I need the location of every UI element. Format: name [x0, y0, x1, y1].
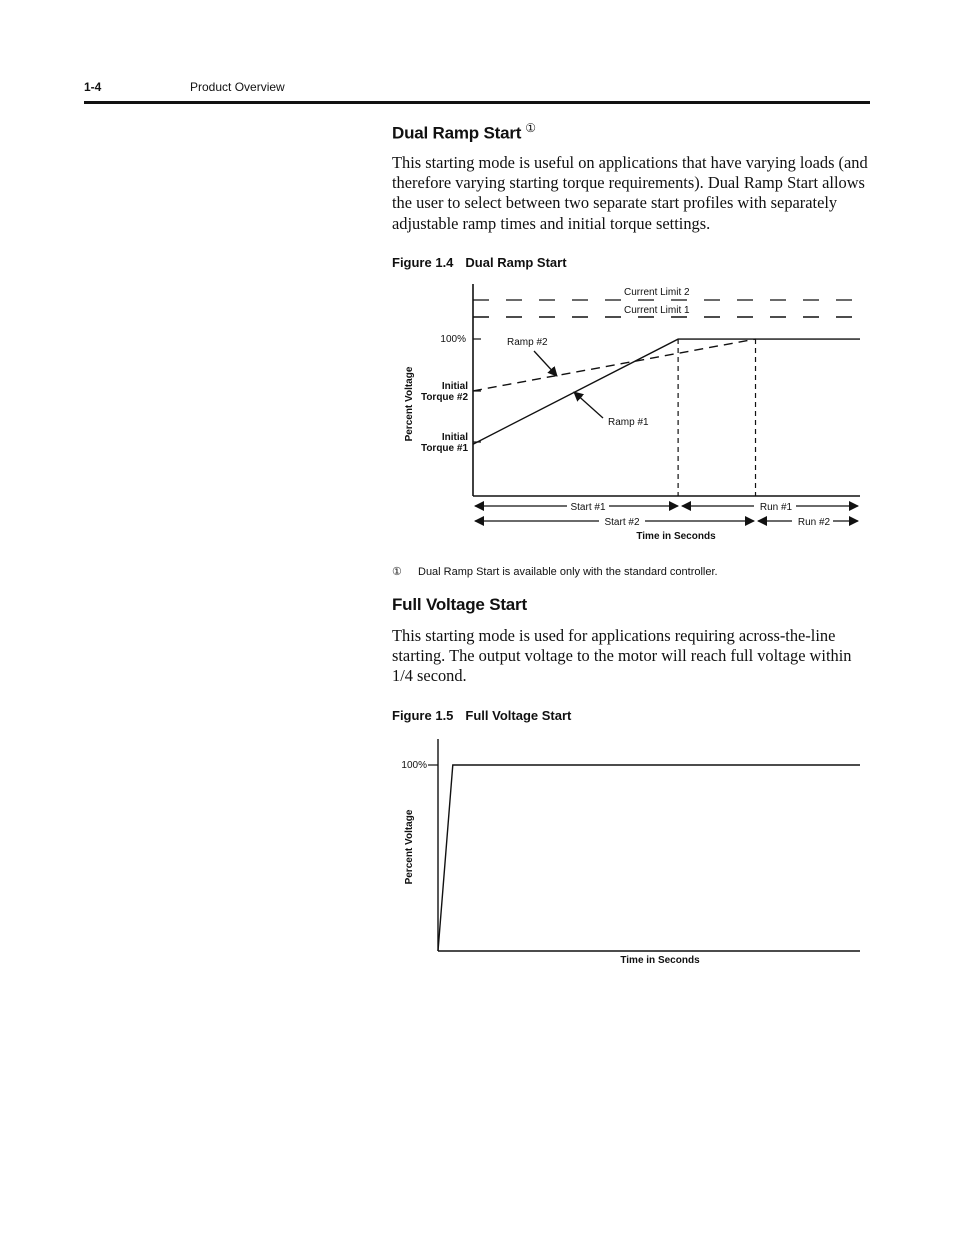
ramp-1-callout: Ramp #1	[608, 417, 649, 428]
dual-ramp-paragraph: This starting mode is useful on applications that have varying loads (and therefore varying starting torque requirements). Dual Ramp Start allows the user to select between two separate start profiles with separately adjustable ramp times and initial torque settings.	[392, 153, 868, 233]
start-2-label: Start #2	[604, 517, 640, 528]
full-voltage-paragraph: This starting mode is used for applications requiring across-the-line starting. The output voltage to the motor will reach full voltage within 1/4 second.	[392, 626, 852, 686]
x-axis-title: Time in Seconds	[620, 955, 700, 966]
current-limit-1-label: Current Limit 1	[624, 305, 690, 316]
y-tick-100-label: 100%	[401, 760, 427, 771]
figure-1-4-title: Dual Ramp Start	[465, 255, 567, 270]
x-axis-title: Time in Seconds	[636, 531, 716, 542]
figure-1-5-label: Figure 1.5	[392, 708, 454, 723]
dual-ramp-heading	[392, 121, 536, 144]
initial-torque-1-label: Initial Torque #1	[420, 432, 468, 454]
ramp-2-callout: Ramp #2	[507, 337, 548, 348]
figure-1-4-label: Figure 1.4	[392, 255, 454, 270]
footnote-reference: ①	[525, 121, 536, 135]
footnote	[392, 565, 718, 578]
figure-1-5-caption	[392, 708, 571, 723]
figure-1-4-caption	[392, 255, 567, 270]
running-title: Product Overview	[190, 80, 285, 94]
current-limit-2-label: Current Limit 2	[624, 287, 690, 298]
dual-ramp-heading-text: Dual Ramp Start	[392, 123, 522, 143]
y-axis-title: Percent Voltage	[404, 809, 415, 885]
ramp-1-callout-arrow	[574, 392, 603, 418]
header-rule	[84, 101, 870, 104]
page-number: 1-4	[84, 80, 102, 94]
footnote-mark: ①	[392, 566, 402, 578]
initial-torque-2-label: Initial Torque #2	[420, 381, 468, 403]
start-1-label: Start #1	[570, 502, 606, 513]
voltage-line	[438, 765, 860, 951]
figure-1-5-title: Full Voltage Start	[465, 708, 572, 723]
footnote-text: Dual Ramp Start is available only with the standard controller.	[418, 566, 718, 578]
run-2-label: Run #2	[797, 517, 831, 528]
run-1-label: Run #1	[759, 502, 793, 513]
ramp-2-callout-arrow	[534, 351, 557, 376]
y-axis-title: Percent Voltage	[404, 366, 415, 442]
full-voltage-heading: Full Voltage Start	[392, 595, 527, 614]
full-voltage-chart	[392, 735, 872, 970]
dual-ramp-chart	[392, 280, 872, 545]
y-tick-100-label: 100%	[440, 334, 466, 345]
